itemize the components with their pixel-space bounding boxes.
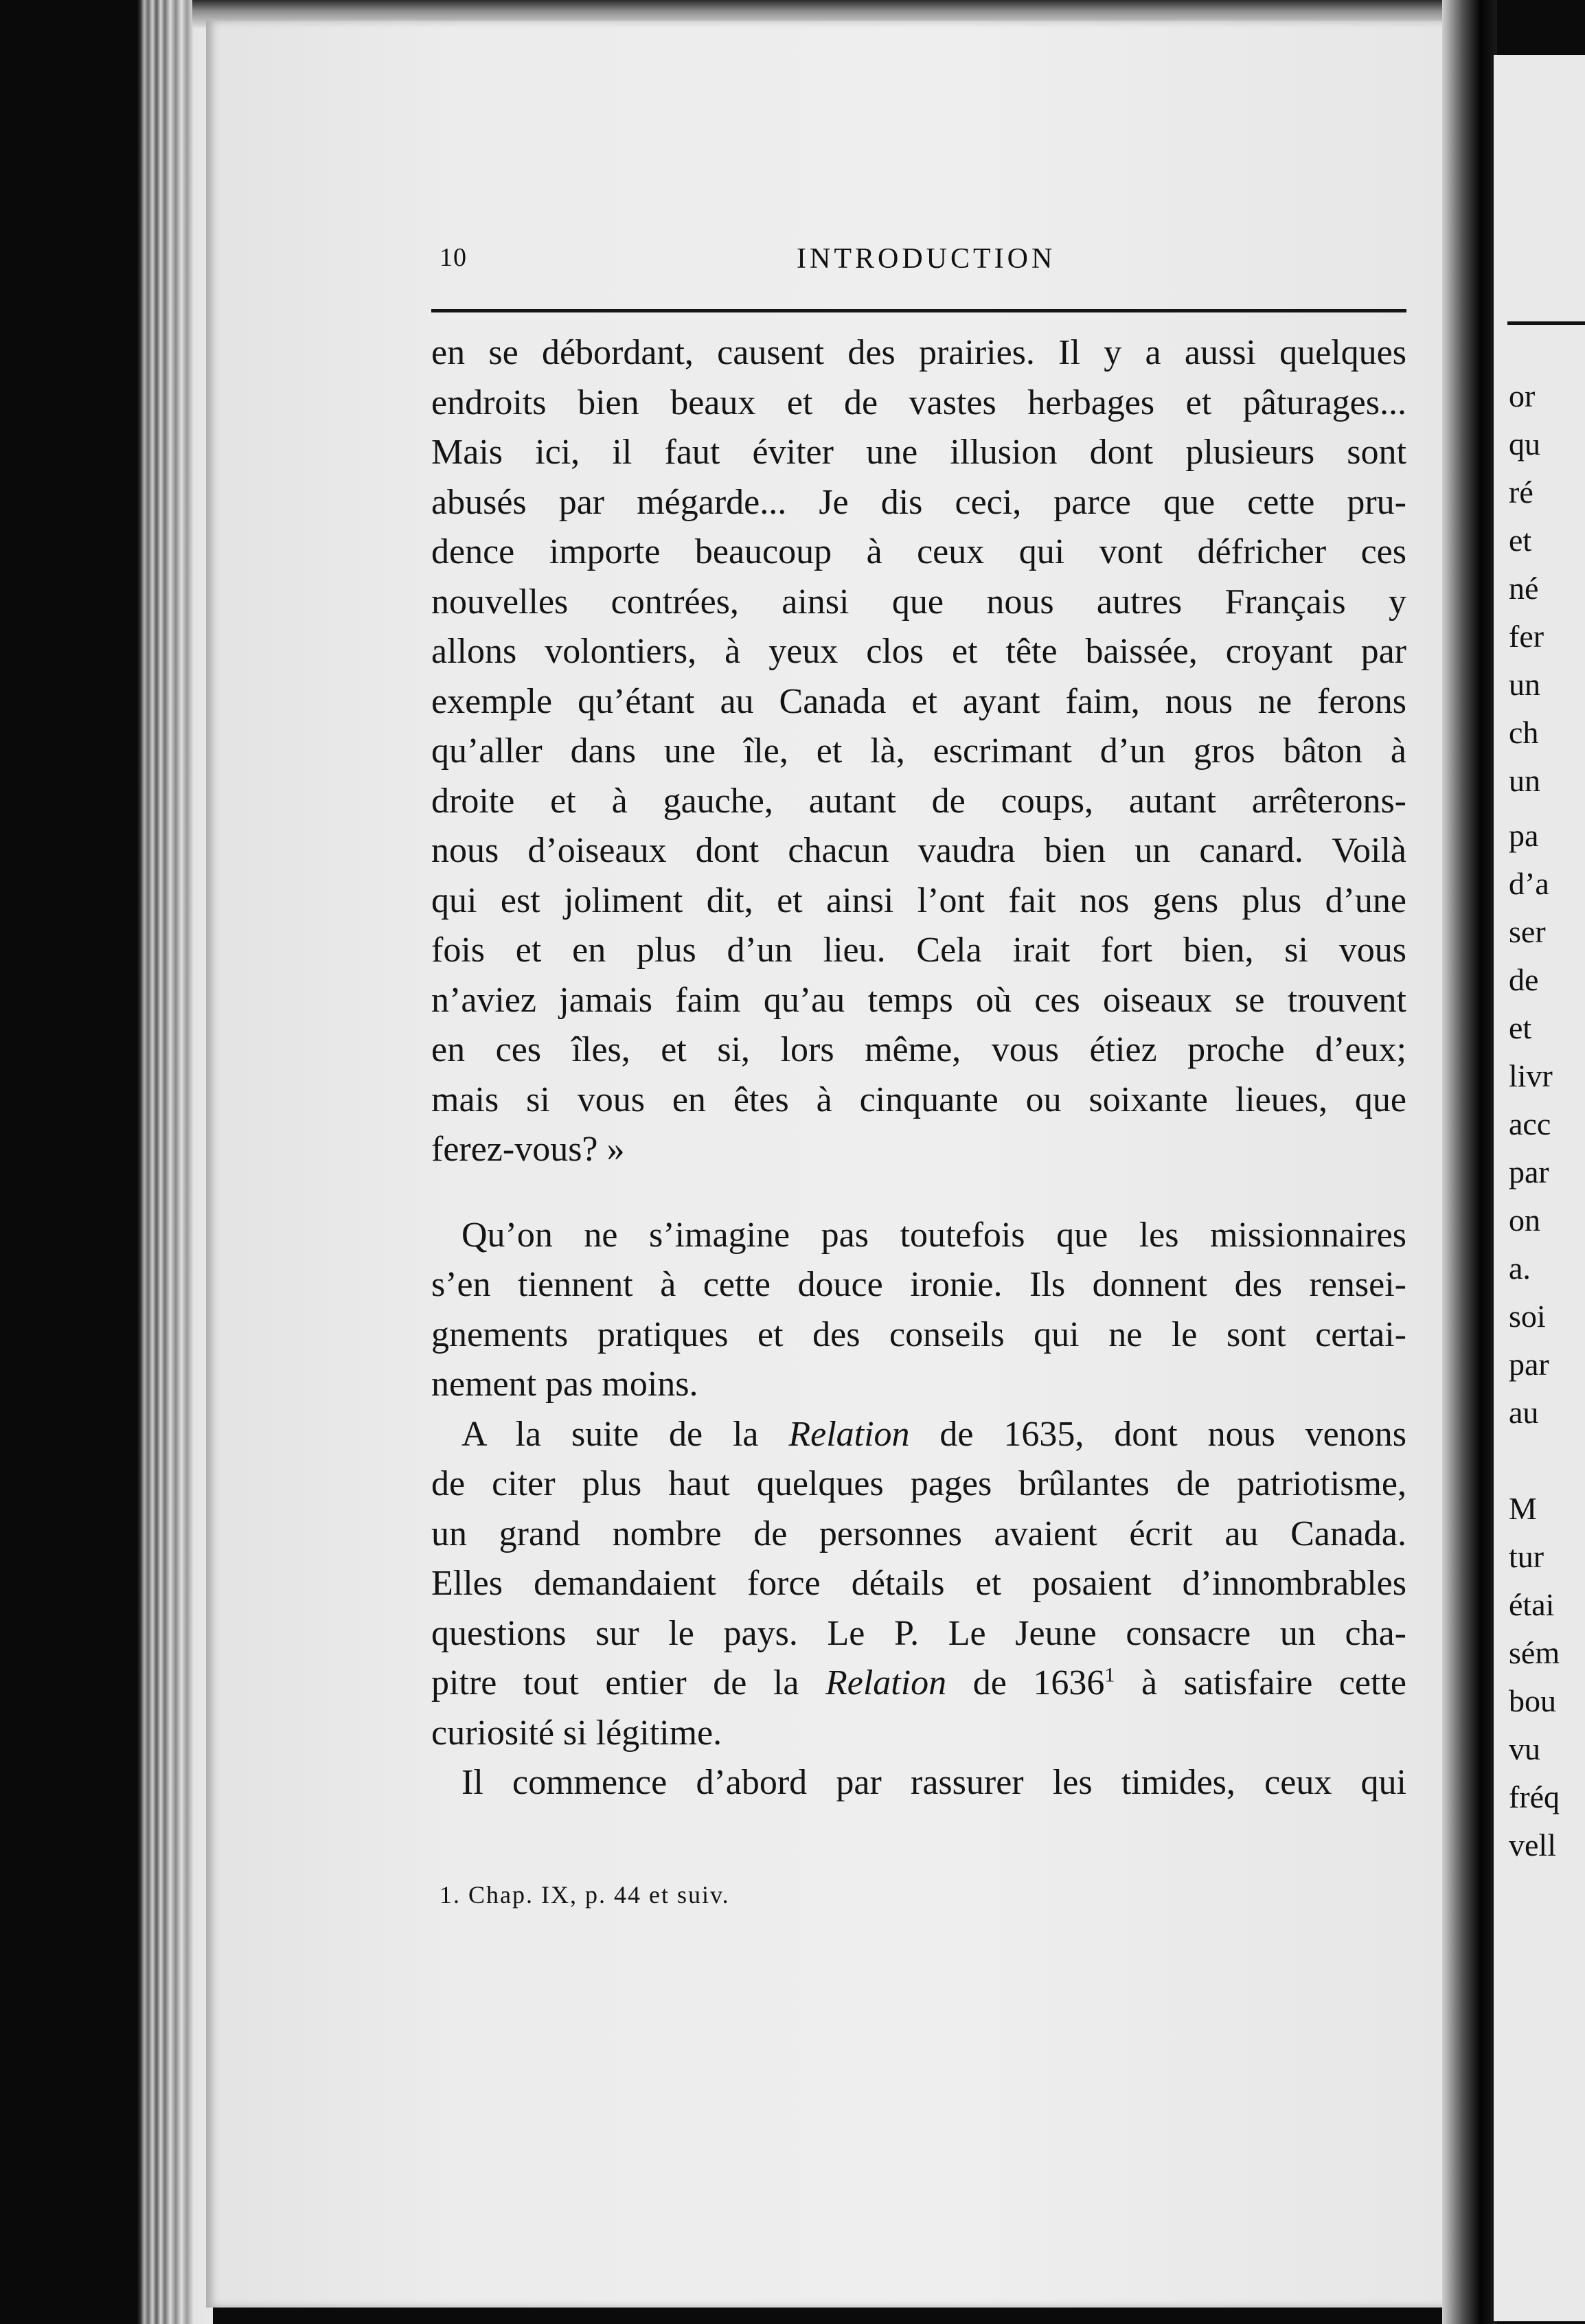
text-line: Mais ici, il faut éviter une illusion dont plusieurs sont xyxy=(431,433,1406,472)
facing-page-fragment: par xyxy=(1509,1347,1549,1382)
footnote: 1. Chap. IX, p. 44 et suiv. xyxy=(440,1881,730,1909)
facing-page-fragment: acc xyxy=(1509,1106,1551,1141)
text-line: droite et à gauche, autant de coups, autant arrêterons- xyxy=(431,781,1406,821)
facing-page-fragment: vu xyxy=(1509,1731,1540,1766)
facing-page-fragment: fréq xyxy=(1509,1779,1560,1814)
text-line: ferez-vous? » xyxy=(431,1130,625,1169)
facing-page-fragment: pa xyxy=(1509,818,1539,853)
text-run: de 1635, dont nous venons xyxy=(909,1414,1406,1454)
page-header xyxy=(412,237,1408,278)
facing-page-fragment: ser xyxy=(1509,914,1546,949)
text-line: mais si vous en êtes à cinquante ou soixante lieues, que xyxy=(431,1080,1406,1119)
paragraph-timides xyxy=(431,1758,1406,1808)
text-line: en se débordant, causent des prairies. Il y a aussi quelques xyxy=(431,333,1406,372)
text-run: A la suite de la xyxy=(461,1414,789,1454)
text-run: pitre tout entier de la xyxy=(431,1663,825,1702)
facing-page-fragment: vell xyxy=(1509,1827,1556,1862)
book-gutter xyxy=(1442,0,1497,2324)
book-binding-edge xyxy=(0,0,213,2324)
facing-page-fragment: qu xyxy=(1509,426,1540,462)
facing-page-fragment: ré xyxy=(1509,475,1533,510)
facing-page-fragment: livr xyxy=(1509,1058,1553,1093)
text-run: de 1636 xyxy=(946,1663,1105,1702)
facing-page-fragment: et xyxy=(1509,523,1532,558)
text-line: exemple qu’étant au Canada et ayant faim, nous ne ferons xyxy=(431,681,1406,721)
facing-page-fragment: de xyxy=(1509,962,1539,997)
text-run: à satisfaire cette xyxy=(1115,1663,1406,1702)
text-line: s’en tiennent à cette douce ironie. Ils donnent des rensei- xyxy=(431,1265,1406,1304)
paragraph-irony xyxy=(431,1211,1406,1410)
body-text xyxy=(431,328,1406,1808)
text-line xyxy=(431,1410,1406,1460)
facing-page-fragment: au xyxy=(1509,1395,1539,1430)
text-line: nous d’oiseaux dont chacun vaudra bien un canard. Voilà xyxy=(431,831,1406,870)
footnote-marker: 1 xyxy=(1104,1663,1115,1687)
paragraph-gap xyxy=(431,1175,1406,1211)
facing-page-fragment: soi xyxy=(1509,1299,1546,1334)
facing-page-fragment: un xyxy=(1509,763,1540,798)
paragraph-quote-continuation xyxy=(431,328,1406,1175)
text-line: dence importe beaucoup à ceux qui vont défricher ces xyxy=(431,532,1406,571)
text-line: nement pas moins. xyxy=(431,1365,698,1404)
facing-page-fragment: bou xyxy=(1509,1683,1556,1718)
text-line: allons volontiers, à yeux clos et tête baissée, croyant par xyxy=(431,632,1406,671)
text-line: Il commence d’abord par rassurer les timides, ceux qui xyxy=(461,1763,1406,1802)
running-head: INTRODUCTION xyxy=(797,243,1056,275)
italic-title: Relation xyxy=(788,1414,910,1454)
facing-page-fragment: or xyxy=(1509,378,1536,413)
header-rule xyxy=(431,309,1406,312)
page-number: 10 xyxy=(440,243,467,272)
facing-page-fragment: né xyxy=(1509,571,1539,606)
text-line xyxy=(431,1659,1406,1709)
text-line: qu’aller dans une île, et là, escrimant d’un gros bâton à xyxy=(431,731,1406,771)
text-line: qui est joliment dit, et ainsi l’ont fait nos gens plus d’une xyxy=(431,880,1406,920)
facing-page-fragment: un xyxy=(1509,667,1540,702)
facing-page-fragment: sém xyxy=(1509,1635,1560,1670)
italic-title: Relation xyxy=(825,1663,947,1702)
facing-page-fragment: M xyxy=(1509,1491,1537,1526)
text-line: nouvelles contrées, ainsi que nous autres Français y xyxy=(431,582,1406,622)
facing-page-fragment: a. xyxy=(1509,1251,1531,1286)
text-line: fois et en plus d’un lieu. Cela irait fort bien, si vous xyxy=(431,931,1406,970)
text-line: abusés par mégarde... Je dis ceci, parce que cette pru- xyxy=(431,482,1406,522)
facing-page-fragment: tur xyxy=(1509,1539,1544,1574)
facing-page-rule xyxy=(1507,321,1585,325)
text-line: en ces îles, et si, lors même, vous étiez proche d’eux; xyxy=(431,1030,1406,1069)
facing-page-fragment: étai xyxy=(1509,1587,1555,1622)
text-line: n’aviez jamais faim qu’au temps où ces oiseaux se trouvent xyxy=(431,980,1406,1020)
text-line: gnements pratiques et des conseils qui ne le sont certai- xyxy=(431,1314,1406,1354)
text-line: de citer plus haut quelques pages brûlantes de patriotisme, xyxy=(431,1464,1406,1503)
facing-page-fragment: d’a xyxy=(1509,866,1549,901)
facing-page-fragment: et xyxy=(1509,1010,1532,1045)
text-line: questions sur le pays. Le P. Le Jeune consacre un cha- xyxy=(431,1613,1406,1653)
text-line: un grand nombre de personnes avaient écrit au Canada. xyxy=(431,1514,1406,1553)
text-line: Elles demandaient force détails et posaient d’innombrables xyxy=(431,1564,1406,1603)
text-line: curiosité si légitime. xyxy=(431,1713,722,1753)
facing-page-fragment: par xyxy=(1509,1154,1549,1189)
facing-page-fragment: fer xyxy=(1509,619,1544,654)
facing-page-fragment: ch xyxy=(1509,715,1539,750)
paragraph-relation xyxy=(431,1410,1406,1759)
text-line: endroits bien beaux et de vastes herbages et pâturages... xyxy=(431,383,1406,422)
facing-page-edge xyxy=(1494,55,1585,2321)
text-line: Qu’on ne s’imagine pas toutefois que les missionnaires xyxy=(461,1215,1406,1255)
facing-page-fragment: on xyxy=(1509,1203,1540,1238)
